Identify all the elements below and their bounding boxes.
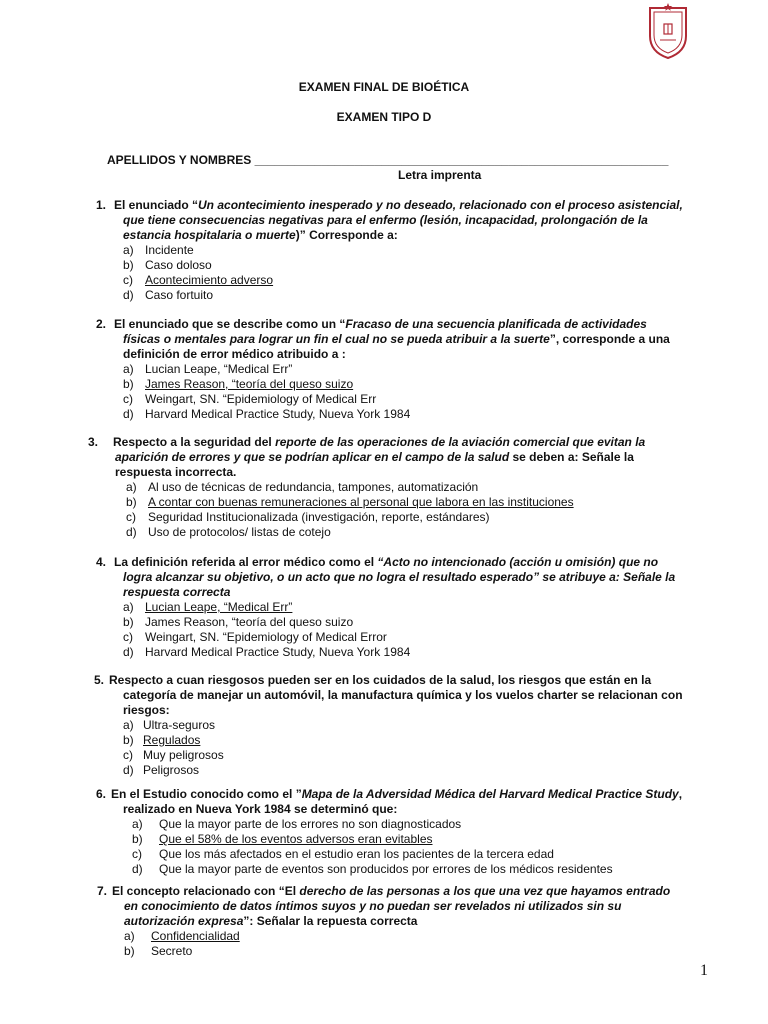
answer-option[interactable]: a) Ultra-seguros bbox=[123, 718, 216, 732]
answer-option[interactable]: c) Weingart, SN. “Epidemiology of Medical Error bbox=[123, 630, 387, 644]
answer-option[interactable]: b) Regulados bbox=[123, 733, 201, 747]
answer-option[interactable]: a) Que la mayor parte de los errores no son diagnosticados bbox=[132, 817, 462, 831]
answer-option[interactable]: d) Peligrosos bbox=[123, 763, 200, 777]
print-note: Letra imprenta bbox=[398, 168, 482, 182]
answer-option[interactable]: a) Confidencialidad bbox=[124, 929, 240, 943]
question-6 bbox=[96, 787, 682, 877]
answer-option[interactable]: c) Weingart, SN. “Epidemiology of Medical Err bbox=[123, 392, 377, 406]
answer-option[interactable]: c) Que los más afectados en el estudio eran los pacientes de la tercera edad bbox=[132, 847, 554, 861]
answer-option[interactable]: d) Uso de protocolos/ listas de cotejo bbox=[126, 525, 331, 539]
page-number: 1 bbox=[700, 962, 708, 979]
exam-type: EXAMEN TIPO D bbox=[336, 110, 432, 124]
answer-option[interactable]: c) Acontecimiento adverso bbox=[123, 273, 274, 287]
answer-option[interactable]: d) Harvard Medical Practice Study, Nueva York 1984 bbox=[123, 645, 411, 659]
answer-option[interactable]: b) James Reason, “teoría del queso suizo bbox=[123, 377, 354, 391]
answer-option[interactable]: a) Lucian Leape, “Medical Err” bbox=[123, 362, 293, 376]
answer-option[interactable]: a) Incidente bbox=[123, 243, 194, 257]
answer-option[interactable]: d) Harvard Medical Practice Study, Nueva York 1984 bbox=[123, 407, 411, 421]
answer-option[interactable]: d) Caso fortuito bbox=[123, 288, 214, 302]
question-stem: 5. Respecto a cuan riesgosos pueden ser en los cuidados de la salud, los riesgos que están en la categoría de manejar un automóvil, la manufactura química y los vuelos charter se relacionan con riesgos: bbox=[94, 673, 683, 717]
answer-option[interactable]: c) Seguridad Institucionalizada (investigación, reporte, estándares) bbox=[126, 510, 490, 524]
question-stem: 2. El enunciado que se describe como un “Fracaso de una secuencia planificada de actividades físicas o mentales para lograr un fin el cual no se pueda atribuir a la suerte”, corresponde a una definición de error médico atribuido a : bbox=[96, 317, 670, 361]
name-blank[interactable]: ______________________________________________________________ bbox=[254, 153, 669, 167]
question-2 bbox=[96, 317, 670, 422]
question-1 bbox=[96, 198, 683, 303]
exam-title: EXAMEN FINAL DE BIOÉTICA bbox=[298, 80, 470, 94]
answer-option[interactable]: b) Secreto bbox=[124, 944, 193, 958]
answer-option[interactable]: c) Muy peligrosos bbox=[123, 748, 224, 762]
question-5 bbox=[94, 673, 683, 778]
answer-option[interactable]: d) Que la mayor parte de eventos son producidos por errores de los médicos residentes bbox=[132, 862, 613, 876]
university-seal-icon bbox=[646, 2, 690, 60]
answer-option[interactable]: b) Caso doloso bbox=[123, 258, 212, 272]
question-4 bbox=[96, 555, 675, 660]
question-stem: 3. Respecto a la seguridad del reporte de las operaciones de la aviación comercial que evitan la aparición de errores y que se podrían aplicar en el campo de la salud se deben a: Señale la respuesta incorrecta. bbox=[88, 435, 646, 479]
name-field[interactable] bbox=[107, 153, 668, 167]
question-3 bbox=[88, 435, 645, 540]
answer-option[interactable]: b) Que el 58% de los eventos adversos eran evitables bbox=[132, 832, 433, 846]
question-stem: 7. El concepto relacionado con “El derecho de las personas a los que una vez que hayamos entrado en conocimiento de datos íntimos suyos y no puedan ser revelados ni utilizados sin su autorización expresa”: Señalar la repuesta correcta bbox=[97, 884, 671, 928]
question-stem: 4. La definición referida al error médico como el “Acto no intencionado (acción u omisión) que no logra alcanzar su objetivo, o un acto que no logra el resultado esperado” se atribuye a: Señale la respuesta correcta bbox=[96, 555, 676, 599]
question-stem: 1. El enunciado “Un acontecimiento inesperado y no deseado, relacionado con el proceso asistencial, que tiene consecuencias negativas para el enfermo (lesión, incapacidad, prolongación de la estancia hospitalaria o muerte)” Corresponde a: bbox=[96, 198, 683, 242]
answer-option[interactable]: b) James Reason, “teoría del queso suizo bbox=[123, 615, 354, 629]
answer-option[interactable]: a) Al uso de técnicas de redundancia, tampones, automatización bbox=[126, 480, 479, 494]
name-label: APELLIDOS Y NOMBRES bbox=[107, 153, 252, 167]
answer-option[interactable]: a) Lucian Leape, “Medical Err” bbox=[123, 600, 293, 614]
question-stem: 6. En el Estudio conocido como el ”Mapa de la Adversidad Médica del Harvard Medical Practice Study, realizado en Nueva York 1984 se determinó que: bbox=[96, 787, 683, 816]
answer-option[interactable]: b) A contar con buenas remuneraciones al personal que labora en las instituciones bbox=[126, 495, 574, 509]
question-7 bbox=[97, 884, 670, 959]
